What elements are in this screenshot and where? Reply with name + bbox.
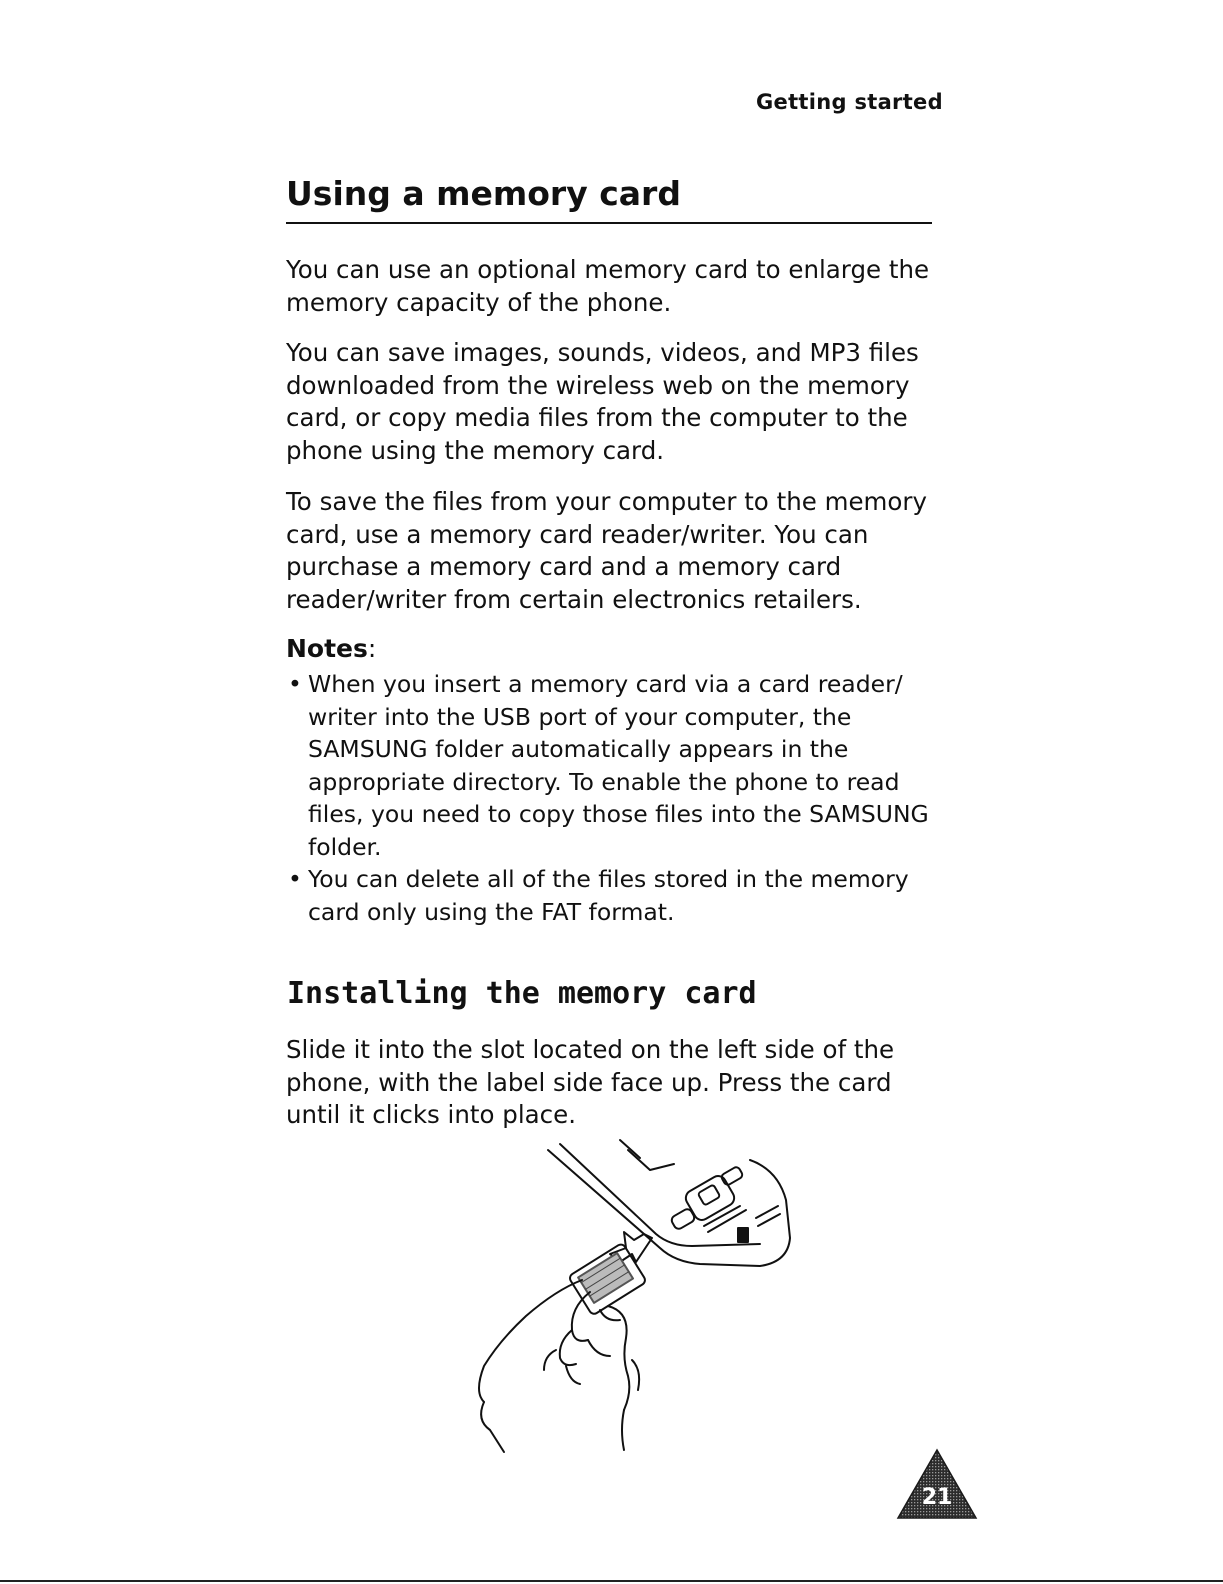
notes-heading bbox=[286, 634, 376, 663]
bullet: • bbox=[288, 670, 302, 698]
reader-writer-paragraph: To save the files from your computer to the memory card, use a memory card reader/writer. You can purchase a memory card and a memory card reader/writer from certain electronics retailers. bbox=[286, 487, 927, 614]
list-item bbox=[286, 863, 946, 928]
bottom-border bbox=[0, 1580, 1223, 1582]
installing-paragraph: Slide it into the slot located on the left side of the phone, with the label side face up. Press the card until it clicks into place. bbox=[286, 1035, 895, 1129]
note-text: You can delete all of the files stored in the memory card only using the FAT format. bbox=[308, 865, 909, 926]
save-files-paragraph: You can save images, sounds, videos, and MP3 files downloaded from the wireless web on the memory card, or copy media files from the computer to the phone using the memory card. bbox=[286, 338, 919, 465]
list-item bbox=[286, 668, 946, 863]
note-text: When you insert a memory card via a card reader/ writer into the USB port of your computer, the SAMSUNG folder automatically appears in the appropriate directory. To enable the phone to read files, you need to copy those files into the SAMSUNG folder. bbox=[308, 670, 929, 861]
section-heading: Installing the memory card bbox=[287, 976, 757, 1011]
notes-list bbox=[286, 668, 946, 928]
bullet: • bbox=[288, 865, 302, 893]
running-header: Getting started bbox=[756, 90, 943, 114]
intro-paragraph: You can use an optional memory card to enlarge the memory capacity of the phone. bbox=[286, 255, 930, 317]
page-number-badge bbox=[896, 1448, 978, 1520]
title-underline bbox=[286, 222, 932, 224]
page-number: 21 bbox=[921, 1485, 953, 1510]
hand-inserting-memory-card-icon bbox=[460, 1130, 800, 1460]
notes-heading-colon: : bbox=[367, 634, 377, 663]
page-title: Using a memory card bbox=[286, 174, 681, 213]
notes-heading-label: Notes bbox=[286, 634, 368, 663]
